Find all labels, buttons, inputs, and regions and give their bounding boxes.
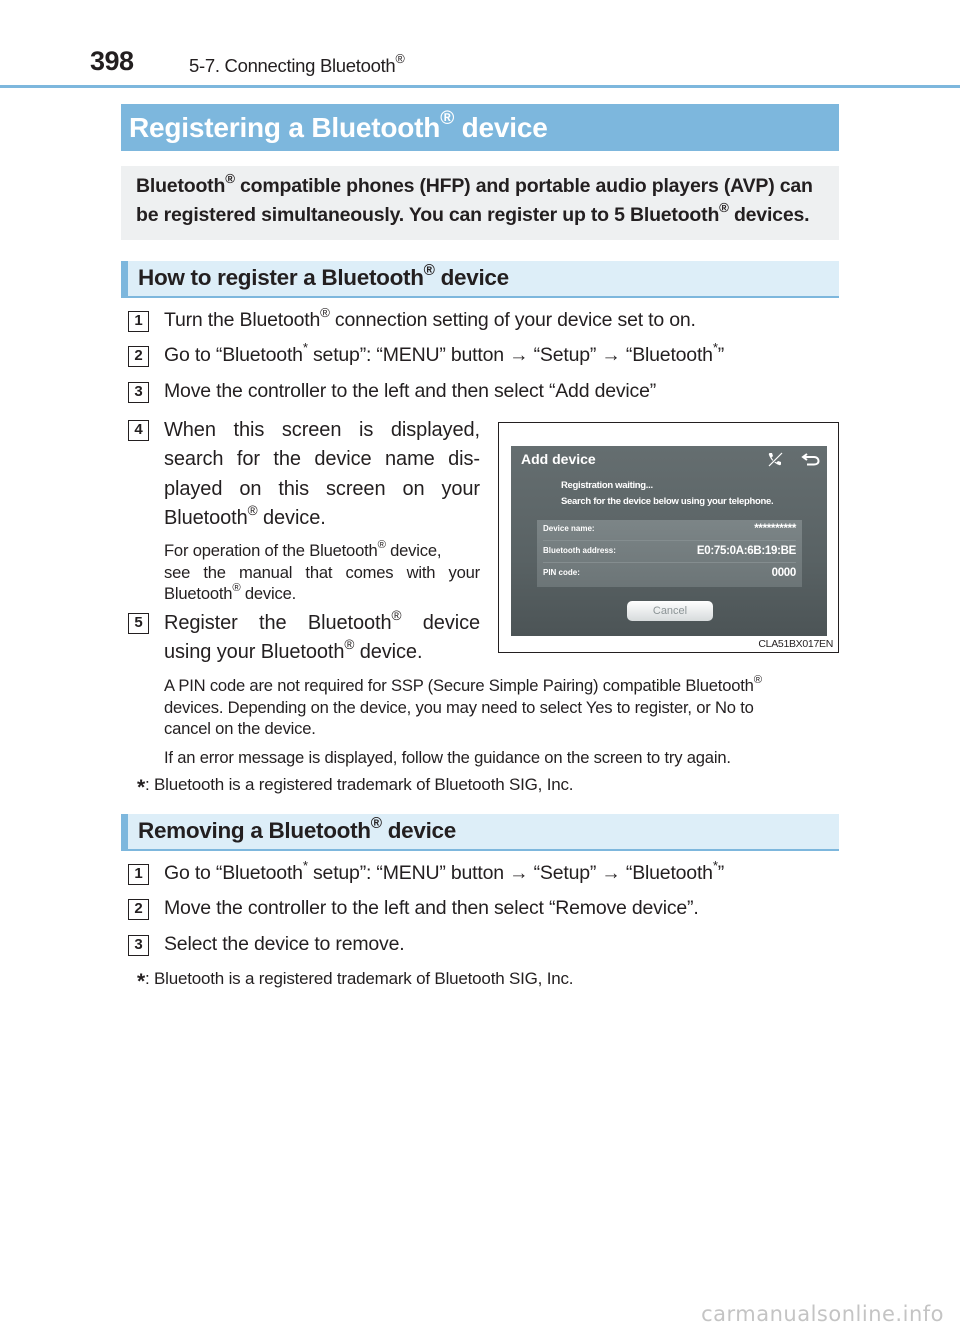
step-number-1: 1 <box>128 311 149 332</box>
pin-note: A PIN code are not required for SSP (Secure Simple Pairing) compatible Bluetooth® devices. Depending on the device, you may need to select Yes to register, or No to cancel on the device. <box>164 674 762 738</box>
register-footnote: *: Bluetooth is a registered trademark of Bluetooth SIG, Inc. <box>137 775 574 799</box>
page-number: 398 <box>90 46 134 76</box>
intro-box <box>121 166 839 240</box>
pin-code-row: PIN code: 0000 <box>543 567 796 579</box>
remove-heading: Removing a Bluetooth® device <box>121 814 839 851</box>
step-number-2: 2 <box>128 346 149 367</box>
registration-status: Registration waiting... <box>561 480 653 491</box>
step4-line-3: played on this screen on your <box>164 477 480 500</box>
add-device-screen <box>511 446 827 636</box>
remove-step-2: Move the controller to the left and then select “Remove device”. <box>164 897 699 919</box>
search-instruction: Search for the device below using your telephone. <box>561 496 774 507</box>
step4-line-4: Bluetooth® device. <box>164 502 326 529</box>
arrow-icon: → <box>509 862 529 884</box>
cancel-button[interactable]: Cancel <box>627 601 713 621</box>
step4-line-1: When this screen is displayed, <box>164 419 480 441</box>
remove-step-number-3: 3 <box>128 935 149 956</box>
arrow-icon: → <box>601 862 621 884</box>
step-number-3: 3 <box>128 382 149 403</box>
header-rule <box>0 85 960 88</box>
arrow-icon: → <box>509 344 529 366</box>
arrow-icon: → <box>601 344 621 366</box>
step4-line-2: search for the device name dis- <box>164 448 480 471</box>
intro-line-1: Bluetooth® compatible phones (HFP) and portable audio players (AVP) can <box>136 170 813 197</box>
error-note: If an error message is displayed, follow the guidance on the screen to try again. <box>164 748 731 767</box>
device-name-row: Device name: ********** <box>543 520 796 541</box>
register-step-3: Move the controller to the left and then select “Add device” <box>164 380 657 402</box>
add-device-screen-figure <box>498 422 839 653</box>
remove-step-3: Select the device to remove. <box>164 933 405 955</box>
step4-note: For operation of the Bluetooth® device, see the manual that comes with your Bluetooth® device. <box>164 539 480 603</box>
remove-step-number-2: 2 <box>128 899 149 920</box>
phone-mute-icon[interactable] <box>767 451 783 467</box>
bluetooth-address-row: Bluetooth address: E0:75:0A:6B:19:BE <box>543 542 796 563</box>
back-icon[interactable] <box>801 451 821 467</box>
chapter-title: 5-7. Connecting Bluetooth® <box>189 52 405 76</box>
register-step-2: Go to “Bluetooth* setup”: “MENU” button → “Setup” → “Bluetooth*” <box>164 339 725 366</box>
step-number-5: 5 <box>128 613 149 634</box>
figure-code: CLA51BX017EN <box>758 638 833 650</box>
remove-step-1: Go to “Bluetooth* setup”: “MENU” button → “Setup” → “Bluetooth*” <box>164 857 725 884</box>
register-heading: How to register a Bluetooth® device <box>121 261 839 298</box>
screen-title: Add device <box>521 451 596 467</box>
step-number-4: 4 <box>128 420 149 441</box>
remove-footnote: *: Bluetooth is a registered trademark of Bluetooth SIG, Inc. <box>137 969 574 993</box>
device-info-panel <box>537 520 802 587</box>
section-title: Registering a Bluetooth® device <box>121 104 839 151</box>
intro-line-2: be registered simultaneously. You can register up to 5 Bluetooth® devices. <box>136 199 810 226</box>
register-step-1: Turn the Bluetooth® connection setting of your device set to on. <box>164 304 696 331</box>
register-step-5: Register the Bluetooth® device using your Bluetooth® device. <box>164 607 480 664</box>
remove-step-number-1: 1 <box>128 864 149 885</box>
watermark: carmanualsonline.info <box>701 1302 944 1326</box>
register-step-4 <box>164 416 480 533</box>
